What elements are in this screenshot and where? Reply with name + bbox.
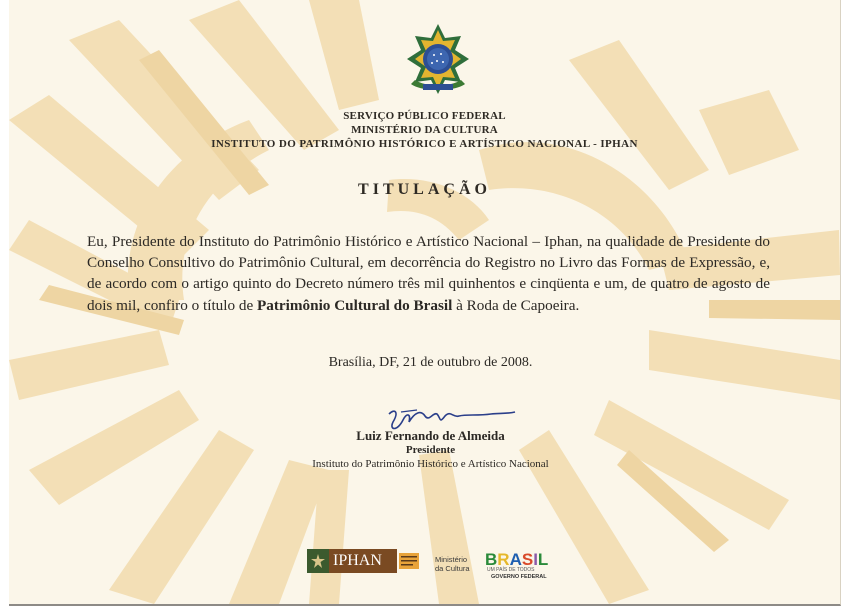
iphan-logo — [307, 549, 397, 573]
header-ministry: MINISTÉRIO DA CULTURA — [351, 124, 498, 136]
body-end: à Roda de Capoeira. — [452, 296, 580, 314]
page-title: TITULAÇÃO — [358, 181, 491, 198]
iphan-mark-icon — [307, 549, 329, 573]
certificate-sheet — [9, 0, 841, 606]
body-text: Eu, Presidente do Instituto do Patrimônio Histórico e Artístico Nacional – Iphan, na qualidade de Presidente do Conselho Consultivo do Patrimônio Cultural, em decorrência do Registro no Livro das Formas de Expressão, e, de acordo com o artigo quinto do Decreto número três mil quinhentos e cinqüenta e um, de quatro de agosto de dois mil, confiro o título de — [87, 233, 770, 314]
header-service: SERVIÇO PÚBLICO FEDERAL — [343, 110, 506, 122]
signer-name: Luiz Fernando de Almeida — [356, 428, 505, 443]
header-institute: INSTITUTO DO PATRIMÔNIO HISTÓRICO E ARTÍSTICO NACIONAL - IPHAN — [211, 138, 638, 150]
signer-organization: Instituto do Patrimônio Histórico e Artístico Nacional — [312, 458, 549, 470]
brasil-logo-text: BRASIL — [485, 550, 549, 569]
certificate-body — [87, 231, 770, 316]
iphan-logo-text: IPHAN — [333, 552, 382, 569]
coat-of-arms-emblem — [401, 22, 475, 96]
brasil-logo — [485, 549, 567, 579]
ministry-line2: da Cultura — [435, 564, 470, 573]
body-bold-title: Patrimônio Cultural do Brasil — [257, 296, 453, 314]
iphan-subtitle-graphic — [399, 551, 419, 571]
place-date: Brasília, DF, 21 de outubro de 2008. — [328, 355, 533, 370]
ministry-line1: Ministério — [435, 555, 468, 564]
brasil-gov: GOVERNO FEDERAL — [491, 574, 547, 579]
brasil-tagline: UM PAÍS DE TODOS — [487, 567, 535, 573]
signer-role: Presidente — [405, 444, 456, 456]
ministry-logo — [435, 555, 470, 573]
